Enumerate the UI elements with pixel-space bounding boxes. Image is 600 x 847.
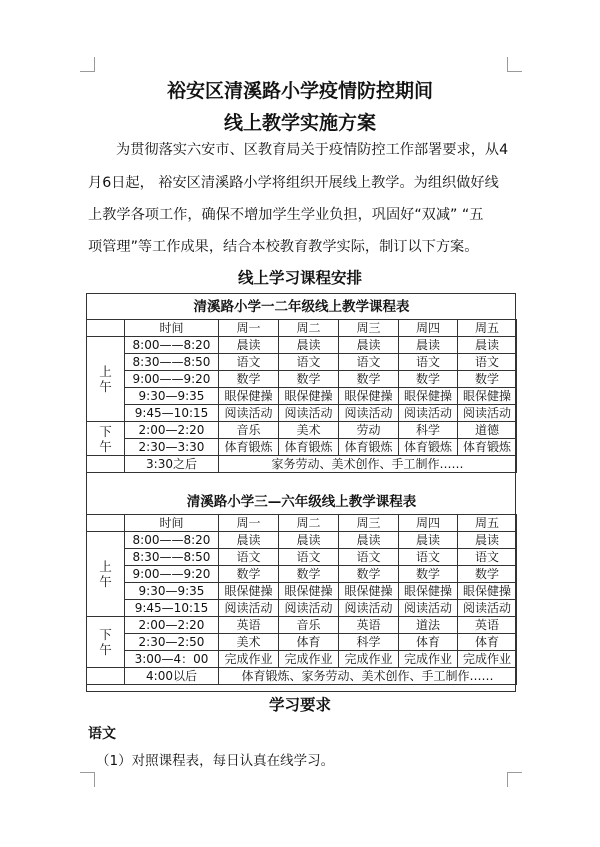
header-cell: 周四: [399, 320, 458, 337]
schedule-cell: 晨读: [279, 337, 339, 354]
schedule-cell: 完成作业: [458, 651, 517, 668]
header-cell: 周一: [219, 515, 279, 532]
header-cell: 周三: [339, 320, 399, 337]
schedule-cell: 阅读活动: [279, 600, 339, 617]
schedule-cell: 语文: [399, 354, 458, 371]
schedule-cell: 晨读: [339, 532, 399, 549]
time-cell: 8:30——8:50: [125, 354, 219, 371]
header-cell: 周五: [458, 515, 517, 532]
doc-title-line1: 裕安区清溪路小学疫情防控期间: [166, 80, 433, 102]
time-cell: 4:00以后: [125, 668, 219, 685]
schedule-cell: 数学: [339, 371, 399, 388]
section-heading-requirements: 学习要求: [268, 696, 331, 714]
schedule-cell: 阅读活动: [279, 405, 339, 422]
schedule-cell: 完成作业: [339, 651, 399, 668]
schedule-cell: 语文: [339, 549, 399, 566]
schedule-cell: 晨读: [219, 532, 279, 549]
time-cell: 9:45—10:15: [125, 600, 219, 617]
schedule-cell: 英语: [339, 617, 399, 634]
crop-mark-bottom-left: [80, 772, 95, 787]
schedule-cell: 英语: [219, 617, 279, 634]
schedule-cell: 阅读活动: [339, 600, 399, 617]
afternoon-label: 下 午: [87, 422, 125, 456]
schedule-cell: 阅读活动: [399, 405, 458, 422]
schedule-cell: 阅读活动: [219, 600, 279, 617]
schedule-cell: 数学: [399, 371, 458, 388]
schedule-cell: 晨读: [458, 532, 517, 549]
time-cell: 2:00—2:20: [125, 617, 219, 634]
requirement-item-1: （1）对照课程表，每日认真在线学习。: [96, 753, 335, 769]
header-cell: 周二: [279, 320, 339, 337]
header-blank-cell: [87, 515, 125, 532]
header-cell: 周二: [279, 515, 339, 532]
schedule-cell: 眼保健操: [279, 583, 339, 600]
intro-line: 项管理”等工作成果，结合本校教育教学实际，制订以下方案。: [88, 239, 479, 255]
header-cell: 周三: [339, 515, 399, 532]
time-cell: 3:30之后: [125, 456, 219, 473]
schedule-cell: 语文: [279, 549, 339, 566]
schedule-cell: 晨读: [458, 337, 517, 354]
schedule-cell: 阅读活动: [399, 600, 458, 617]
crop-mark-bottom-right: [507, 772, 522, 787]
schedule-cell: 数学: [339, 566, 399, 583]
schedule-cell: 体育锻炼: [339, 439, 399, 456]
crop-mark-top-right: [507, 57, 522, 72]
schedule-cell: 眼保健操: [458, 583, 517, 600]
schedule-cell: 美术: [279, 422, 339, 439]
time-cell: 2:30—2:50: [125, 634, 219, 651]
doc-title-line2: 线上教学实施方案: [223, 112, 376, 134]
time-cell: 8:30——8:50: [125, 549, 219, 566]
schedule-cell: 道德: [458, 422, 517, 439]
table-caption: 清溪路小学三—六年级线上教学课程表: [186, 493, 417, 510]
schedule-cell: 音乐: [219, 422, 279, 439]
intro-line: 月6日起， 裕安区清溪路小学将组织开展线上教学。为组织做好线: [88, 175, 499, 191]
schedule-cell: 语文: [219, 549, 279, 566]
after-blank-cell: [87, 456, 125, 473]
crop-mark-top-left: [80, 57, 95, 72]
header-cell: 时间: [125, 320, 219, 337]
schedule-cell: 语文: [458, 354, 517, 371]
schedule-cell: 语文: [219, 354, 279, 371]
after-activities: 体育锻炼、家务劳动、美术创作、手工制作……: [219, 668, 517, 685]
schedule-cell: 体育锻炼: [219, 439, 279, 456]
schedule-cell: 眼保健操: [399, 583, 458, 600]
header-cell: 周五: [458, 320, 517, 337]
schedule-cell: 完成作业: [219, 651, 279, 668]
schedule-cell: 美术: [219, 634, 279, 651]
time-cell: 9:30—9:35: [125, 583, 219, 600]
intro-line: 为贯彻落实六安市、区教育局关于疫情防控工作部署要求，从4: [116, 142, 509, 158]
table-caption: 清溪路小学一二年级线上教学课程表: [193, 298, 410, 315]
schedule-cell: 体育锻炼: [279, 439, 339, 456]
schedule-cell: 眼保健操: [219, 583, 279, 600]
morning-label: 上 午: [87, 532, 125, 617]
schedule-cell: 数学: [458, 566, 517, 583]
schedule-cell: 完成作业: [279, 651, 339, 668]
header-cell: 周四: [399, 515, 458, 532]
schedule-cell: 阅读活动: [339, 405, 399, 422]
time-cell: 3:00—4：00: [125, 651, 219, 668]
schedule-cell: 语文: [339, 354, 399, 371]
schedule-cell: 眼保健操: [219, 388, 279, 405]
schedule-cell: 音乐: [279, 617, 339, 634]
schedule-cell: 科学: [399, 422, 458, 439]
schedule-cell: 眼保健操: [339, 583, 399, 600]
after-blank-cell: [87, 668, 125, 685]
section-heading-schedule: 线上学习课程安排: [237, 269, 362, 287]
time-cell: 9:00——9:20: [125, 371, 219, 388]
schedule-cell: 体育: [279, 634, 339, 651]
schedule-cell: 阅读活动: [219, 405, 279, 422]
time-cell: 8:00——8:20: [125, 337, 219, 354]
schedule-cell: 数学: [279, 371, 339, 388]
schedule-cell: 英语: [458, 617, 517, 634]
schedule-cell: 数学: [458, 371, 517, 388]
schedule-cell: 阅读活动: [458, 600, 517, 617]
schedule-cell: 晨读: [219, 337, 279, 354]
schedule-cell: 阅读活动: [458, 405, 517, 422]
after-activities: 家务劳动、美术创作、手工制作……: [219, 456, 517, 473]
schedule-cell: 晨读: [399, 532, 458, 549]
schedule-table-grade1-2: [86, 295, 517, 473]
schedule-table-grade3-6: [86, 490, 517, 685]
schedule-cell: 眼保健操: [339, 388, 399, 405]
subject-heading-chinese: 语文: [88, 726, 116, 742]
schedule-cell: 体育: [399, 634, 458, 651]
schedule-cell: 科学: [339, 634, 399, 651]
schedule-cell: 语文: [399, 549, 458, 566]
schedule-cell: 眼保健操: [458, 388, 517, 405]
schedule-cell: 数学: [399, 566, 458, 583]
schedule-cell: 晨读: [339, 337, 399, 354]
schedule-cell: 晨读: [399, 337, 458, 354]
time-cell: 9:00——9:20: [125, 566, 219, 583]
schedule-cell: 体育锻炼: [458, 439, 517, 456]
time-cell: 8:00——8:20: [125, 532, 219, 549]
schedule-cell: 体育锻炼: [399, 439, 458, 456]
time-cell: 2:00—2:20: [125, 422, 219, 439]
schedule-cell: 数学: [219, 566, 279, 583]
schedule-cell: 眼保健操: [279, 388, 339, 405]
time-cell: 9:30—9:35: [125, 388, 219, 405]
schedule-cell: 劳动: [339, 422, 399, 439]
schedule-cell: 数学: [219, 371, 279, 388]
afternoon-label: 下 午: [87, 617, 125, 668]
intro-line: 上教学各项工作，确保不增加学生学业负担，巩固好“双减” “五: [88, 207, 484, 223]
header-cell: 周一: [219, 320, 279, 337]
schedule-cell: 道法: [399, 617, 458, 634]
schedule-cell: 语文: [458, 549, 517, 566]
morning-label: 上 午: [87, 337, 125, 422]
schedule-cell: 晨读: [279, 532, 339, 549]
time-cell: 9:45—10:15: [125, 405, 219, 422]
schedule-cell: 完成作业: [399, 651, 458, 668]
time-cell: 2:30—3:30: [125, 439, 219, 456]
header-cell: 时间: [125, 515, 219, 532]
schedule-cell: 体育: [458, 634, 517, 651]
schedule-cell: 眼保健操: [399, 388, 458, 405]
header-blank-cell: [87, 320, 125, 337]
schedule-cell: 数学: [279, 566, 339, 583]
schedule-cell: 语文: [279, 354, 339, 371]
